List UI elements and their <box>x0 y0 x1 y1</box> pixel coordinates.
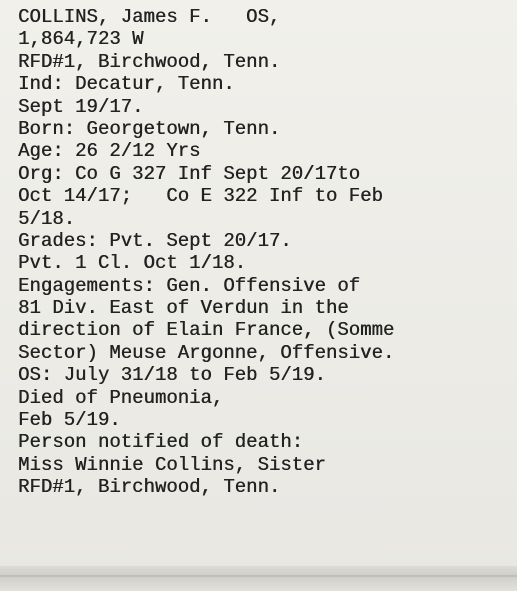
record-line-serial: 1,864,723 W <box>18 28 144 51</box>
record-line-engagements-2: 81 Div. East of Verdun in the <box>18 297 349 320</box>
record-line-induction-date: Sept 19/17. <box>18 95 144 118</box>
card-bottom-rule <box>0 575 517 577</box>
record-line-born: Born: Georgetown, Tenn. <box>18 117 281 140</box>
card-bottom-edge <box>0 566 517 591</box>
record-line-inducted: Ind: Decatur, Tenn. <box>18 73 235 96</box>
record-line-address: RFD#1, Birchwood, Tenn. <box>18 50 281 73</box>
record-line-engagements-1: Engagements: Gen. Offensive of <box>18 274 361 297</box>
record-line-death-date: Feb 5/19. <box>18 409 121 432</box>
record-line-notified-name: Miss Winnie Collins, Sister <box>18 453 326 476</box>
record-line-death-cause: Died of Pneumonia, <box>18 386 224 409</box>
record-line-name: COLLINS, James F. OS, <box>18 6 281 28</box>
record-line-org-3: 5/18. <box>18 207 76 230</box>
record-text <box>18 6 513 499</box>
record-line-grades-2: Pvt. 1 Cl. Oct 1/18. <box>18 252 247 275</box>
record-line-org-2: Oct 14/17; Co E 322 Inf to Feb <box>18 185 383 208</box>
record-line-age: Age: 26 2/12 Yrs <box>18 140 201 163</box>
record-line-org-1: Org: Co G 327 Inf Sept 20/17to <box>18 162 361 185</box>
record-line-overseas: OS: July 31/18 to Feb 5/19. <box>18 364 326 387</box>
record-line-notified-label: Person notified of death: <box>18 431 304 454</box>
record-line-notified-address: RFD#1, Birchwood, Tenn. <box>18 476 281 499</box>
record-line-grades-1: Grades: Pvt. Sept 20/17. <box>18 229 292 252</box>
record-line-engagements-3: direction of Elain France, (Somme <box>18 319 395 342</box>
record-line-engagements-4: Sector) Meuse Argonne, Offensive. <box>18 341 395 364</box>
